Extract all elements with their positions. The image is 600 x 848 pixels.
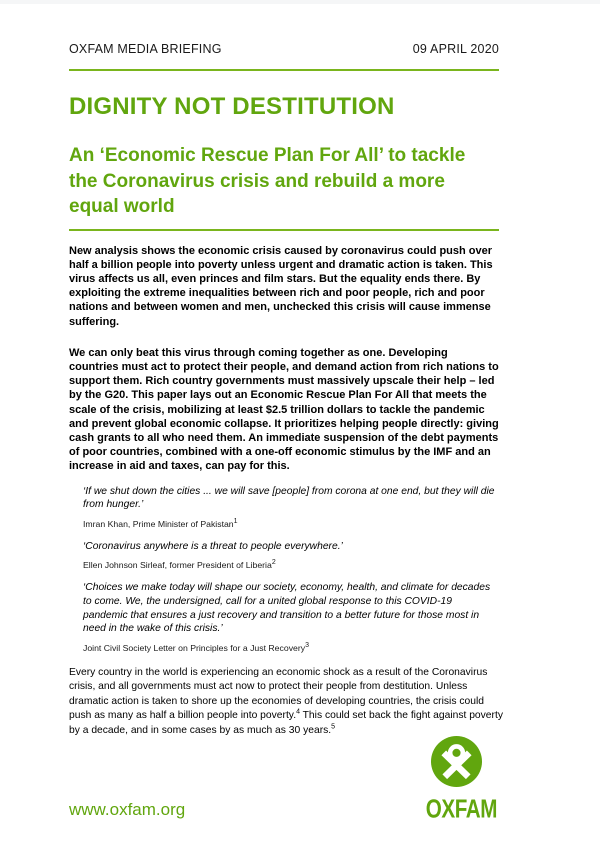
- page-top-edge: [0, 0, 600, 4]
- closing-text-a: Every country in the world is experiencing an economic shock as a result of the Coronavirus crisis, and all governments must act now to protect their people from destitution. Unless dramatic action is taken to shore up the economies of developing countries, the crisis could push as many as half a billion people into poverty.: [69, 666, 488, 722]
- lead-paragraph: New analysis shows the economic crisis caused by coronavirus could push over half a billion people into poverty unless urgent and dramatic action is taken. This virus affects us all, even princes and film stars. But the equality ends there. By exploiting the extreme inequalities between rich and poor people, rich and poor nations and between women and men, unchecked this crisis will cause immense suffering.: [69, 244, 493, 328]
- content-column: [69, 42, 503, 739]
- quote-attribution: [83, 560, 497, 570]
- document-header: [69, 42, 499, 56]
- quote-text: ‘Choices we make today will shape our society, economy, health, and climate for decades to come. We, the undersigned, call for a united global response to this COVID-19 pandemic that ensures a just recovery and transition to a better future for those most in need in the wake of this crisis.’: [83, 582, 491, 635]
- date-label: 09 APRIL 2020: [412, 42, 499, 56]
- footnote-ref: 3: [305, 641, 310, 649]
- quote-text: ‘If we shut down the cities ... we will save [people] from corona at one end, but they will die from hunger.’: [83, 485, 495, 511]
- quote-text: ‘Coronavirus anywhere is a threat to people everywhere.’: [83, 540, 343, 552]
- page-title: DIGNITY NOT DESTITUTION: [69, 93, 395, 120]
- footnote-ref: 4: [296, 709, 300, 717]
- attribution-text: Ellen Johnson Sirleaf, former President of Liberia: [83, 560, 272, 571]
- header-divider-rule: [69, 69, 499, 71]
- quote-attribution: [83, 643, 497, 653]
- quote-block: [83, 581, 497, 652]
- closing-text-b: This could set back the fight against poverty by a decade, and in some cases by as much as 30 years.: [69, 710, 503, 737]
- oxfam-wordmark: [420, 794, 498, 825]
- oxfam-wordmark-text: OXFAM: [425, 794, 498, 825]
- oxfam-url-link[interactable]: www.oxfam.org: [69, 800, 186, 819]
- oxfam-person-circle-icon: [431, 736, 482, 787]
- quote-section: [83, 485, 497, 653]
- summary-paragraph: We can only beat this virus through coming together as one. Developing countries must act to protect their people, and demand action from rich nations to support them. Rich country governments must massively upscale their help – led by the G20. This paper lays out an Economic Rescue Plan For All that meets the scale of the crisis, mobilizing at least $2.5 trillion dollars to tackle the pandemic and prevent global economic collapse. It prioritizes helping people directly: giving cash grants to all who need them. An immediate suspension of the debt payments of poor countries, combined with a one-off economic stimulus by the IMF and an increase in aid and taxes, can pay for this.: [69, 346, 499, 473]
- footnote-ref: 2: [271, 559, 276, 567]
- footnote-ref: 5: [331, 723, 336, 731]
- quote-attribution: [83, 519, 497, 529]
- oxfam-logo: [420, 736, 498, 825]
- briefing-label: OXFAM MEDIA BRIEFING: [69, 42, 222, 56]
- closing-paragraph: [69, 666, 507, 739]
- attribution-text: Joint Civil Society Letter on Principles for a Just Recovery: [83, 642, 306, 653]
- subtitle-divider-rule: [69, 229, 499, 231]
- page-subtitle: An ‘Economic Rescue Plan For All’ to tackle the Coronavirus crisis and rebuild a more equal world: [69, 145, 466, 217]
- attribution-text: Imran Khan, Prime Minister of Pakistan: [83, 518, 234, 529]
- footnote-ref: 1: [233, 517, 238, 525]
- quote-block: [83, 540, 497, 571]
- quote-block: [83, 485, 497, 529]
